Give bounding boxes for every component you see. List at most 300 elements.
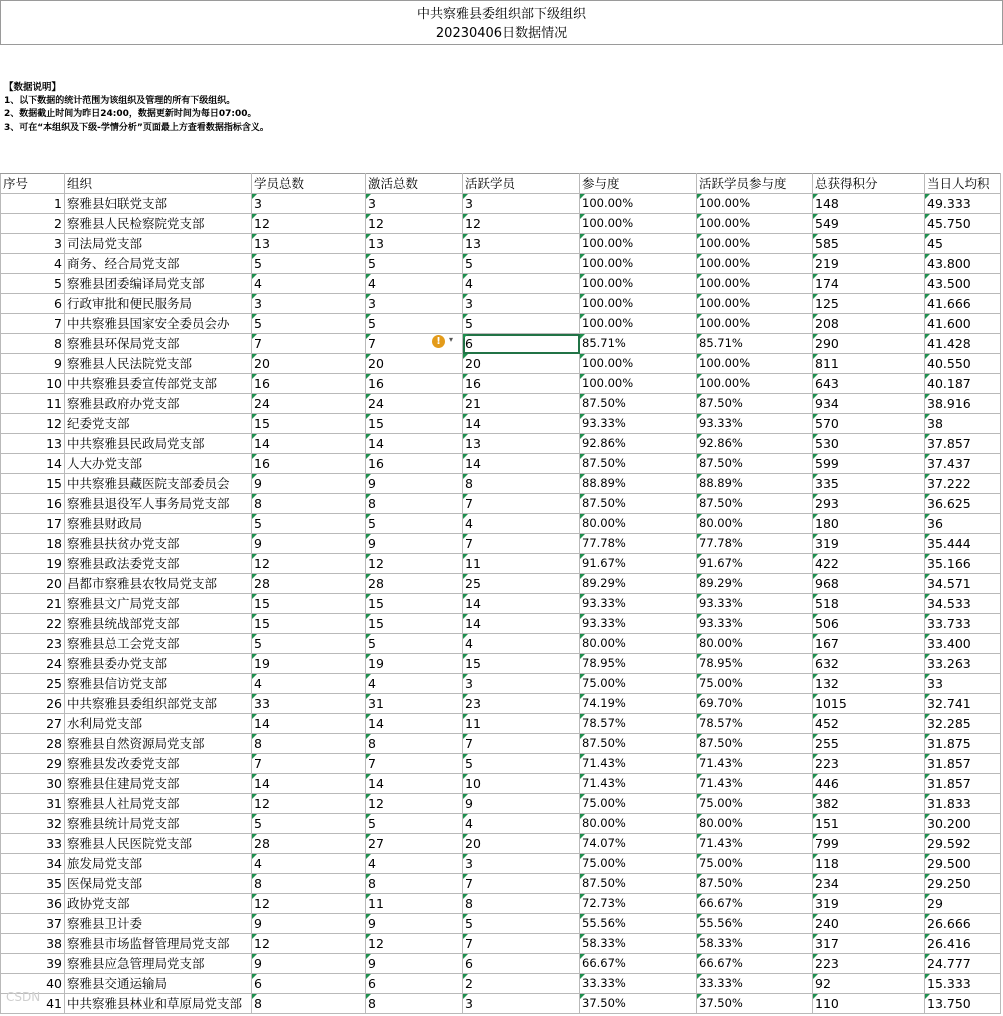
table-cell[interactable]: 317	[813, 934, 925, 954]
table-cell[interactable]: 14	[366, 774, 463, 794]
table-cell[interactable]: 中共察雅县藏医院支部委员会	[65, 474, 252, 494]
table-cell[interactable]: 11	[463, 554, 580, 574]
table-cell[interactable]: 23	[1, 634, 65, 654]
table-cell[interactable]: 6	[366, 974, 463, 994]
table-cell[interactable]: 37	[1, 914, 65, 934]
table-cell[interactable]: 40.550	[925, 354, 1001, 374]
table-cell[interactable]: 37.857	[925, 434, 1001, 454]
table-cell[interactable]: 30.200	[925, 814, 1001, 834]
table-cell[interactable]: 100.00%	[580, 214, 697, 234]
column-header[interactable]: 活跃学员参与度	[697, 174, 813, 194]
table-cell[interactable]: 77.78%	[580, 534, 697, 554]
table-cell[interactable]: 察雅县统计局党支部	[65, 814, 252, 834]
table-cell[interactable]: 100.00%	[697, 274, 813, 294]
table-cell[interactable]: 25	[463, 574, 580, 594]
table-cell[interactable]: 87.50%	[697, 454, 813, 474]
table-cell[interactable]: 33	[252, 694, 366, 714]
table-cell[interactable]: 452	[813, 714, 925, 734]
table-cell[interactable]: 5	[252, 634, 366, 654]
table-cell[interactable]: 80.00%	[580, 514, 697, 534]
table-cell[interactable]: 78.95%	[697, 654, 813, 674]
table-cell[interactable]: 33.33%	[697, 974, 813, 994]
table-cell[interactable]: 22	[1, 614, 65, 634]
table-cell[interactable]: 49.333	[925, 194, 1001, 214]
table-cell[interactable]: 34.533	[925, 594, 1001, 614]
table-cell[interactable]: 87.50%	[697, 874, 813, 894]
table-cell[interactable]: 19	[1, 554, 65, 574]
table-cell[interactable]: 100.00%	[580, 354, 697, 374]
table-cell[interactable]: 33	[1, 834, 65, 854]
table-cell[interactable]: 25	[1, 674, 65, 694]
table-cell[interactable]: 15	[252, 614, 366, 634]
column-header[interactable]: 参与度	[580, 174, 697, 194]
table-cell[interactable]: 92.86%	[697, 434, 813, 454]
table-cell[interactable]: 14	[463, 614, 580, 634]
table-cell[interactable]: 7	[463, 874, 580, 894]
table-cell[interactable]: 28	[252, 834, 366, 854]
table-cell[interactable]: 察雅县应急管理局党支部	[65, 954, 252, 974]
table-cell[interactable]: 3	[463, 854, 580, 874]
table-cell[interactable]: 6	[1, 294, 65, 314]
table-cell[interactable]: 15	[366, 614, 463, 634]
table-cell[interactable]: 察雅县扶贫办党支部	[65, 534, 252, 554]
table-cell[interactable]: 5	[366, 634, 463, 654]
table-cell[interactable]: 29.500	[925, 854, 1001, 874]
table-cell[interactable]: 4	[252, 674, 366, 694]
table-cell[interactable]: 41.666	[925, 294, 1001, 314]
table-cell[interactable]: 36	[1, 894, 65, 914]
table-cell[interactable]: 148	[813, 194, 925, 214]
table-cell[interactable]: 38	[925, 414, 1001, 434]
table-cell[interactable]: 5	[252, 814, 366, 834]
table-cell[interactable]: 8	[366, 994, 463, 1014]
table-cell[interactable]: 7	[463, 494, 580, 514]
table-cell[interactable]: 15	[366, 594, 463, 614]
table-cell[interactable]: 100.00%	[580, 294, 697, 314]
table-cell[interactable]: 3	[366, 194, 463, 214]
table-cell[interactable]: 察雅县发改委党支部	[65, 754, 252, 774]
table-cell[interactable]: 87.50%	[697, 734, 813, 754]
table-cell[interactable]: 中共察雅县委组织部党支部	[65, 694, 252, 714]
table-cell[interactable]: 31.833	[925, 794, 1001, 814]
table-cell[interactable]: 41.428	[925, 334, 1001, 354]
table-cell[interactable]: 78.95%	[580, 654, 697, 674]
table-cell[interactable]: 15.333	[925, 974, 1001, 994]
table-cell[interactable]: 100.00%	[697, 374, 813, 394]
table-cell[interactable]: 91.67%	[580, 554, 697, 574]
table-cell[interactable]: 80.00%	[697, 514, 813, 534]
table-cell[interactable]: 9	[252, 914, 366, 934]
table-cell[interactable]: 14	[366, 434, 463, 454]
table-cell[interactable]: 74.07%	[580, 834, 697, 854]
table-cell[interactable]: 6	[252, 974, 366, 994]
table-cell[interactable]: 93.33%	[580, 414, 697, 434]
table-cell[interactable]: 599	[813, 454, 925, 474]
table-cell[interactable]: 13.750	[925, 994, 1001, 1014]
table-cell[interactable]: 9	[252, 954, 366, 974]
table-cell[interactable]: 2	[463, 974, 580, 994]
table-cell[interactable]: 36.625	[925, 494, 1001, 514]
table-cell[interactable]: 9	[366, 534, 463, 554]
table-cell[interactable]: 8	[366, 734, 463, 754]
table-cell[interactable]: 69.70%	[697, 694, 813, 714]
table-cell[interactable]: 1	[1, 194, 65, 214]
column-header[interactable]: 学员总数	[252, 174, 366, 194]
table-cell[interactable]: 13	[366, 234, 463, 254]
table-cell[interactable]: 11	[1, 394, 65, 414]
table-cell[interactable]: 12	[252, 214, 366, 234]
table-cell[interactable]: 74.19%	[580, 694, 697, 714]
table-cell[interactable]: 80.00%	[697, 634, 813, 654]
table-cell[interactable]: 66.67%	[697, 954, 813, 974]
table-cell[interactable]: 商务、经合局党支部	[65, 254, 252, 274]
table-cell[interactable]: 87.50%	[580, 394, 697, 414]
table-cell[interactable]: 3	[463, 194, 580, 214]
table-cell[interactable]: 87.50%	[580, 734, 697, 754]
table-cell[interactable]: 4	[463, 814, 580, 834]
table-cell[interactable]: 100.00%	[697, 214, 813, 234]
table-cell[interactable]: 20	[463, 354, 580, 374]
column-header[interactable]: 序号	[1, 174, 65, 194]
table-cell[interactable]: 13	[463, 234, 580, 254]
table-cell[interactable]: 9	[252, 474, 366, 494]
table-cell[interactable]: 71.43%	[697, 774, 813, 794]
table-cell[interactable]: 察雅县人社局党支部	[65, 794, 252, 814]
table-cell[interactable]: 水利局党支部	[65, 714, 252, 734]
table-cell[interactable]: 8	[252, 994, 366, 1014]
table-cell[interactable]: 643	[813, 374, 925, 394]
table-cell[interactable]: 旅发局党支部	[65, 854, 252, 874]
table-cell[interactable]: 89.29%	[580, 574, 697, 594]
table-cell[interactable]: 9	[366, 474, 463, 494]
table-cell[interactable]: 132	[813, 674, 925, 694]
table-cell[interactable]: 7	[252, 754, 366, 774]
table-cell[interactable]: 8	[252, 874, 366, 894]
table-cell[interactable]: 7	[252, 334, 366, 354]
column-header[interactable]: 当日人均积	[925, 174, 1001, 194]
table-cell[interactable]: 87.50%	[580, 494, 697, 514]
table-cell[interactable]: 12	[1, 414, 65, 434]
table-cell[interactable]: 16	[252, 374, 366, 394]
table-cell[interactable]: 7	[1, 314, 65, 334]
table-cell[interactable]: 1015	[813, 694, 925, 714]
table-cell[interactable]: 75.00%	[697, 854, 813, 874]
table-cell[interactable]: 8	[463, 474, 580, 494]
table-cell[interactable]: 20	[252, 354, 366, 374]
table-cell[interactable]: 100.00%	[580, 274, 697, 294]
table-cell[interactable]: 31.857	[925, 774, 1001, 794]
table-cell[interactable]: 72.73%	[580, 894, 697, 914]
table-cell[interactable]: 100.00%	[697, 314, 813, 334]
table-cell[interactable]: 100.00%	[580, 314, 697, 334]
table-cell[interactable]: 察雅县人民法院党支部	[65, 354, 252, 374]
table-cell[interactable]: 41.600	[925, 314, 1001, 334]
table-cell[interactable]: 811	[813, 354, 925, 374]
table-cell[interactable]: 8	[366, 494, 463, 514]
table-cell[interactable]: 5	[366, 514, 463, 534]
table-cell[interactable]: 240	[813, 914, 925, 934]
table-cell[interactable]: 36	[925, 514, 1001, 534]
table-cell[interactable]: 察雅县团委编译局党支部	[65, 274, 252, 294]
table-cell[interactable]: 12	[366, 794, 463, 814]
table-cell[interactable]: 100.00%	[580, 194, 697, 214]
table-cell[interactable]: 10	[463, 774, 580, 794]
table-cell[interactable]: 纪委党支部	[65, 414, 252, 434]
table-cell[interactable]: 968	[813, 574, 925, 594]
table-cell[interactable]: 9	[1, 354, 65, 374]
table-cell[interactable]: 12	[366, 934, 463, 954]
table-cell[interactable]: 223	[813, 954, 925, 974]
table-cell[interactable]: 93.33%	[697, 614, 813, 634]
table-cell[interactable]: 75.00%	[697, 674, 813, 694]
table-cell[interactable]: 10	[1, 374, 65, 394]
table-cell[interactable]: 55.56%	[580, 914, 697, 934]
table-cell[interactable]: 14	[463, 414, 580, 434]
table-cell[interactable]: 26.416	[925, 934, 1001, 954]
table-cell[interactable]: 87.50%	[697, 494, 813, 514]
table-cell[interactable]: 4	[366, 854, 463, 874]
table-cell[interactable]: 13	[1, 434, 65, 454]
table-cell[interactable]: 7	[463, 934, 580, 954]
table-cell[interactable]: 14	[252, 714, 366, 734]
table-cell[interactable]: 7	[463, 734, 580, 754]
table-cell[interactable]: 799	[813, 834, 925, 854]
table-cell[interactable]: 88.89%	[580, 474, 697, 494]
table-cell[interactable]: 察雅县统战部党支部	[65, 614, 252, 634]
table-cell[interactable]: 中共察雅县国家安全委员会办	[65, 314, 252, 334]
table-cell[interactable]: 151	[813, 814, 925, 834]
table-cell[interactable]: 19	[366, 654, 463, 674]
table-cell[interactable]: 29.592	[925, 834, 1001, 854]
table-cell[interactable]: 14	[366, 714, 463, 734]
table-cell[interactable]: 7	[366, 334, 463, 354]
table-cell[interactable]: 12	[252, 554, 366, 574]
column-header[interactable]: 组织	[65, 174, 252, 194]
table-cell[interactable]: 14	[1, 454, 65, 474]
table-cell[interactable]: 290	[813, 334, 925, 354]
table-cell[interactable]: 29.250	[925, 874, 1001, 894]
table-cell[interactable]: 71.43%	[697, 754, 813, 774]
table-cell[interactable]: 11	[463, 714, 580, 734]
table-cell[interactable]: 9	[366, 954, 463, 974]
table-cell[interactable]: 27	[366, 834, 463, 854]
table-cell[interactable]: 26.666	[925, 914, 1001, 934]
table-cell[interactable]: 180	[813, 514, 925, 534]
table-cell[interactable]: 208	[813, 314, 925, 334]
table-cell[interactable]: 39	[1, 954, 65, 974]
table-cell[interactable]: 20	[366, 354, 463, 374]
table-cell[interactable]: 察雅县财政局	[65, 514, 252, 534]
table-cell[interactable]: 4	[252, 854, 366, 874]
table-cell[interactable]: 16	[463, 374, 580, 394]
table-cell[interactable]: 85.71%	[580, 334, 697, 354]
table-cell[interactable]: 319	[813, 534, 925, 554]
table-cell[interactable]: 92.86%	[580, 434, 697, 454]
table-cell[interactable]: 20	[463, 834, 580, 854]
table-cell[interactable]: 15	[252, 594, 366, 614]
table-cell[interactable]: 司法局党支部	[65, 234, 252, 254]
table-cell[interactable]: 2	[1, 214, 65, 234]
table-cell[interactable]: 12	[252, 934, 366, 954]
table-cell[interactable]: 4	[1, 254, 65, 274]
table-cell[interactable]: 12	[366, 214, 463, 234]
table-cell[interactable]: 6	[463, 334, 580, 354]
table-cell[interactable]: 3	[252, 294, 366, 314]
table-cell[interactable]: 40.187	[925, 374, 1001, 394]
table-cell[interactable]: 15	[252, 414, 366, 434]
table-cell[interactable]: 4	[463, 274, 580, 294]
table-cell[interactable]: 28	[1, 734, 65, 754]
table-cell[interactable]: 45.750	[925, 214, 1001, 234]
table-cell[interactable]: 255	[813, 734, 925, 754]
table-cell[interactable]: 行政审批和便民服务局	[65, 294, 252, 314]
table-cell[interactable]: 12	[463, 214, 580, 234]
table-cell[interactable]: 20	[1, 574, 65, 594]
table-cell[interactable]: 174	[813, 274, 925, 294]
table-cell[interactable]: 14	[463, 594, 580, 614]
table-cell[interactable]: 6	[463, 954, 580, 974]
table-cell[interactable]: 9	[252, 534, 366, 554]
table-cell[interactable]: 8	[366, 874, 463, 894]
table-cell[interactable]: 80.00%	[580, 634, 697, 654]
table-cell[interactable]: 察雅县退役军人事务局党支部	[65, 494, 252, 514]
table-cell[interactable]: 4	[366, 674, 463, 694]
table-cell[interactable]: 8	[252, 494, 366, 514]
table-cell[interactable]: 12	[252, 794, 366, 814]
table-cell[interactable]: 223	[813, 754, 925, 774]
table-cell[interactable]: 78.57%	[697, 714, 813, 734]
table-cell[interactable]: 92	[813, 974, 925, 994]
table-cell[interactable]: 530	[813, 434, 925, 454]
error-warning-icon[interactable]: !	[432, 335, 445, 348]
table-cell[interactable]: 16	[366, 374, 463, 394]
table-cell[interactable]: 38	[1, 934, 65, 954]
table-cell[interactable]: 5	[463, 314, 580, 334]
table-cell[interactable]: 80.00%	[580, 814, 697, 834]
table-cell[interactable]: 15	[463, 654, 580, 674]
table-cell[interactable]: 88.89%	[697, 474, 813, 494]
table-cell[interactable]: 24	[366, 394, 463, 414]
table-cell[interactable]: 38.916	[925, 394, 1001, 414]
table-cell[interactable]: 93.33%	[697, 594, 813, 614]
table-cell[interactable]: 24.777	[925, 954, 1001, 974]
table-cell[interactable]: 12	[366, 554, 463, 574]
table-cell[interactable]: 93.33%	[697, 414, 813, 434]
table-cell[interactable]: 167	[813, 634, 925, 654]
table-cell[interactable]: 8	[463, 894, 580, 914]
table-cell[interactable]: 118	[813, 854, 925, 874]
table-cell[interactable]: 75.00%	[697, 794, 813, 814]
table-cell[interactable]: 23	[463, 694, 580, 714]
table-cell[interactable]: 察雅县交通运输局	[65, 974, 252, 994]
table-cell[interactable]: 5	[463, 254, 580, 274]
table-cell[interactable]: 58.33%	[580, 934, 697, 954]
table-cell[interactable]: 14	[252, 434, 366, 454]
table-cell[interactable]: 34	[1, 854, 65, 874]
table-cell[interactable]: 31.857	[925, 754, 1001, 774]
table-cell[interactable]: 40	[1, 974, 65, 994]
table-cell[interactable]: 24	[252, 394, 366, 414]
table-cell[interactable]: 43.500	[925, 274, 1001, 294]
table-cell[interactable]: 335	[813, 474, 925, 494]
table-cell[interactable]: 125	[813, 294, 925, 314]
table-cell[interactable]: 34.571	[925, 574, 1001, 594]
table-cell[interactable]: 3	[463, 674, 580, 694]
table-cell[interactable]: 9	[463, 794, 580, 814]
table-cell[interactable]: 15	[366, 414, 463, 434]
table-cell[interactable]: 3	[252, 194, 366, 214]
table-cell[interactable]: 14	[463, 454, 580, 474]
table-cell[interactable]: 察雅县政府办党支部	[65, 394, 252, 414]
table-cell[interactable]: 4	[463, 514, 580, 534]
table-cell[interactable]: 71.43%	[697, 834, 813, 854]
table-cell[interactable]: 5	[366, 314, 463, 334]
table-cell[interactable]: 16	[252, 454, 366, 474]
table-cell[interactable]: 察雅县文广局党支部	[65, 594, 252, 614]
table-cell[interactable]: 91.67%	[697, 554, 813, 574]
table-cell[interactable]: 570	[813, 414, 925, 434]
table-cell[interactable]: 93.33%	[580, 614, 697, 634]
table-cell[interactable]: 45	[925, 234, 1001, 254]
table-cell[interactable]: 察雅县卫计委	[65, 914, 252, 934]
table-cell[interactable]: 政协党支部	[65, 894, 252, 914]
table-cell[interactable]: 19	[252, 654, 366, 674]
table-cell[interactable]: 察雅县妇联党支部	[65, 194, 252, 214]
table-cell[interactable]: 16	[1, 494, 65, 514]
table-cell[interactable]: 7	[463, 534, 580, 554]
table-cell[interactable]: 5	[463, 914, 580, 934]
table-cell[interactable]: 100.00%	[580, 254, 697, 274]
table-cell[interactable]: 5	[463, 754, 580, 774]
table-cell[interactable]: 昌都市察雅县农牧局党支部	[65, 574, 252, 594]
table-cell[interactable]: 察雅县市场监督管理局党支部	[65, 934, 252, 954]
table-cell[interactable]: 3	[463, 294, 580, 314]
table-cell[interactable]: 5	[366, 254, 463, 274]
table-cell[interactable]: 100.00%	[697, 234, 813, 254]
table-cell[interactable]: 37.50%	[697, 994, 813, 1014]
table-cell[interactable]: 8	[1, 334, 65, 354]
table-cell[interactable]: 中共察雅县林业和草原局党支部	[65, 994, 252, 1014]
table-cell[interactable]: 21	[1, 594, 65, 614]
table-cell[interactable]: 31	[1, 794, 65, 814]
table-cell[interactable]: 5	[252, 514, 366, 534]
table-cell[interactable]: 66.67%	[697, 894, 813, 914]
table-cell[interactable]: 29	[925, 894, 1001, 914]
table-cell[interactable]: 100.00%	[697, 194, 813, 214]
table-cell[interactable]: 30	[1, 774, 65, 794]
table-cell[interactable]: 察雅县委办党支部	[65, 654, 252, 674]
table-cell[interactable]: 3	[366, 294, 463, 314]
table-cell[interactable]: 5	[366, 814, 463, 834]
table-cell[interactable]: 24	[1, 654, 65, 674]
table-cell[interactable]: 14	[252, 774, 366, 794]
table-cell[interactable]: 37.50%	[580, 994, 697, 1014]
table-cell[interactable]: 75.00%	[580, 674, 697, 694]
table-cell[interactable]: 77.78%	[697, 534, 813, 554]
table-cell[interactable]: 382	[813, 794, 925, 814]
table-cell[interactable]: 33.733	[925, 614, 1001, 634]
table-cell[interactable]: 75.00%	[580, 794, 697, 814]
table-cell[interactable]: 15	[1, 474, 65, 494]
table-cell[interactable]: 110	[813, 994, 925, 1014]
table-cell[interactable]: 71.43%	[580, 774, 697, 794]
table-cell[interactable]: 446	[813, 774, 925, 794]
table-cell[interactable]: 100.00%	[697, 354, 813, 374]
table-cell[interactable]: 33.400	[925, 634, 1001, 654]
table-cell[interactable]: 17	[1, 514, 65, 534]
table-cell[interactable]: 33.263	[925, 654, 1001, 674]
table-cell[interactable]: 100.00%	[697, 294, 813, 314]
